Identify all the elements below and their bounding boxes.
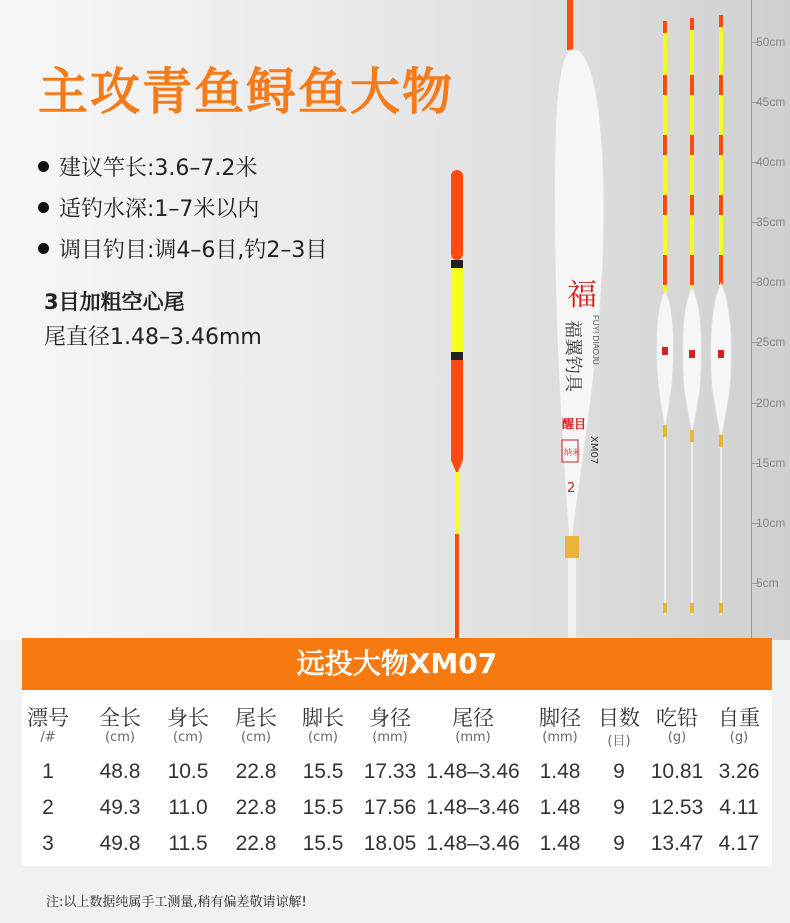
col-header-label: 脚长 (302, 706, 344, 730)
spec-bullet-tuning (38, 228, 327, 269)
col-header-unit: (mm) (455, 730, 491, 745)
float-tip-closeup (430, 160, 480, 640)
stem-orange (455, 534, 459, 640)
col-header-foot-length (291, 702, 355, 745)
col-header-body-length (156, 702, 220, 745)
table-cell: 2 (42, 796, 54, 819)
bullet-dot (38, 161, 49, 172)
tip-taper (451, 460, 463, 472)
col-header-unit: (cm) (105, 730, 135, 745)
table-cell: 11.0 (168, 796, 208, 819)
table-cell: 1.48–3.46 (426, 760, 520, 783)
main-stem (568, 558, 576, 640)
table-cell: 15.5 (302, 832, 344, 855)
tip-band (451, 260, 463, 268)
col-header-unit: (cm) (241, 730, 271, 745)
col-header-tail-length (224, 702, 288, 745)
headline: 主攻青鱼鲟鱼大物 (38, 63, 454, 121)
ruler-line (751, 0, 752, 640)
table-cell: 9 (613, 832, 625, 855)
brand-name: 福翼钓具 (562, 320, 583, 392)
col-header-label: 身径 (369, 706, 411, 730)
small-float-2 (683, 18, 702, 615)
size-number: 2 (567, 481, 576, 496)
table-cell: 15.5 (302, 796, 344, 819)
col-header-label: 身长 (167, 706, 209, 730)
table-cell: 1.48 (539, 832, 581, 855)
col-header-total-length (88, 702, 152, 745)
col-header-unit: (目) (607, 734, 631, 749)
ruler-label: 30cm (756, 275, 786, 289)
ruler-label: 40cm (756, 155, 786, 169)
col-header-label: 自重 (718, 706, 760, 730)
col-header-unit: (cm) (173, 730, 203, 745)
disclaimer-note: 注:以上数据纯属手工测量,稍有偏差敬请谅解! (46, 895, 307, 910)
col-header-label: 尾长 (235, 706, 277, 730)
table-cell: 3 (42, 832, 54, 855)
col-header-self-weight (710, 702, 768, 745)
table-cell: 13.47 (650, 832, 704, 855)
table-cell: 49.3 (99, 796, 141, 819)
spec-bullets (38, 146, 327, 269)
ruler-label: 10cm (756, 516, 786, 530)
col-header-tail-diameter (420, 702, 526, 745)
table-cell: 22.8 (235, 832, 277, 855)
ruler-label: 50cm (756, 35, 786, 49)
table-cell: 22.8 (235, 796, 277, 819)
table-cell: 11.5 (168, 832, 208, 855)
col-header-label: 吃铅 (656, 706, 698, 730)
table-cell: 1.48 (539, 760, 581, 783)
col-header-label: 漂号 (27, 706, 69, 730)
table-cell: 9 (613, 760, 625, 783)
col-header-lead-load (648, 702, 706, 745)
ruler-label: 45cm (756, 95, 786, 109)
ruler-label: 20cm (756, 396, 786, 410)
main-tip (567, 0, 573, 50)
col-header-marks (592, 702, 646, 749)
brand-logo-char: 福 (567, 278, 597, 313)
table-cell: 4.17 (718, 832, 760, 855)
spec-text: 适钓水深:1–7米以内 (59, 197, 260, 222)
col-header-body-diameter (356, 702, 424, 745)
main-gold-band (565, 536, 579, 558)
table-cell: 1 (42, 760, 54, 783)
table-cell: 17.56 (363, 796, 417, 819)
ruler-label: 15cm (756, 456, 786, 470)
ruler-label: 25cm (756, 335, 786, 349)
table-cell: 9 (613, 796, 625, 819)
bullet-dot (38, 243, 49, 254)
col-header-label: 目数 (598, 706, 640, 730)
brand-pinyin: FUYI DIAOJU (591, 315, 600, 365)
tip-orange-bottom (451, 360, 463, 460)
table-cell: 15.5 (302, 760, 344, 783)
tip-orange-top (451, 170, 463, 260)
table-cell: 18.05 (363, 832, 417, 855)
float-size-comparison (650, 15, 740, 620)
brand-tag: 醒目 (562, 417, 587, 431)
table-cell: 3.26 (718, 760, 760, 783)
spec-text: 调目钓目:调4–6目,钓2–3目 (59, 238, 328, 263)
table-cell: 17.33 (363, 760, 417, 783)
col-header-label: 全长 (99, 706, 141, 730)
spec-bullet-water-depth (38, 187, 327, 228)
model-label: XM07 (588, 436, 599, 465)
float-main (545, 0, 615, 640)
table-cell: 4.11 (719, 796, 759, 819)
col-header-foot-diameter (532, 702, 588, 745)
tip-yellow (451, 268, 463, 352)
col-header-float-no (22, 702, 74, 745)
table-cell: 12.53 (650, 796, 704, 819)
tip-band (451, 352, 463, 360)
col-header-unit: (cm) (308, 730, 338, 745)
tail-diameter: 尾直径1.48–3.46mm (44, 325, 262, 350)
col-header-unit: /# (40, 730, 56, 745)
col-header-unit: (mm) (542, 730, 578, 745)
small-float-1 (656, 21, 673, 615)
table-cell: 1.48–3.46 (426, 796, 520, 819)
ruler-label: 35cm (756, 215, 786, 229)
table-cell: 49.8 (99, 832, 141, 855)
col-header-unit: (mm) (372, 730, 408, 745)
spec-table-banner: 远投大物XM07 (22, 638, 772, 690)
small-float-3 (711, 15, 732, 615)
stem-yellow (455, 472, 459, 534)
table-cell: 48.8 (99, 760, 141, 783)
table-cell: 10.5 (167, 760, 209, 783)
tail-title: 3目加粗空心尾 (44, 290, 185, 314)
col-header-unit: (g) (729, 730, 749, 745)
table-cell: 22.8 (235, 760, 277, 783)
table-cell: 10.81 (650, 760, 704, 783)
spec-bullet-rod-length (38, 146, 327, 187)
bullet-dot (38, 202, 49, 213)
spec-text: 建议竿长:3.6–7.2米 (59, 156, 258, 181)
table-cell: 1.48 (539, 796, 581, 819)
col-header-label: 脚径 (539, 706, 581, 730)
col-header-label: 尾径 (452, 706, 494, 730)
col-header-unit: (g) (667, 730, 687, 745)
table-cell: 1.48–3.46 (426, 832, 520, 855)
seal-text: 纳米 (564, 448, 580, 457)
ruler-label: 5cm (756, 576, 779, 590)
